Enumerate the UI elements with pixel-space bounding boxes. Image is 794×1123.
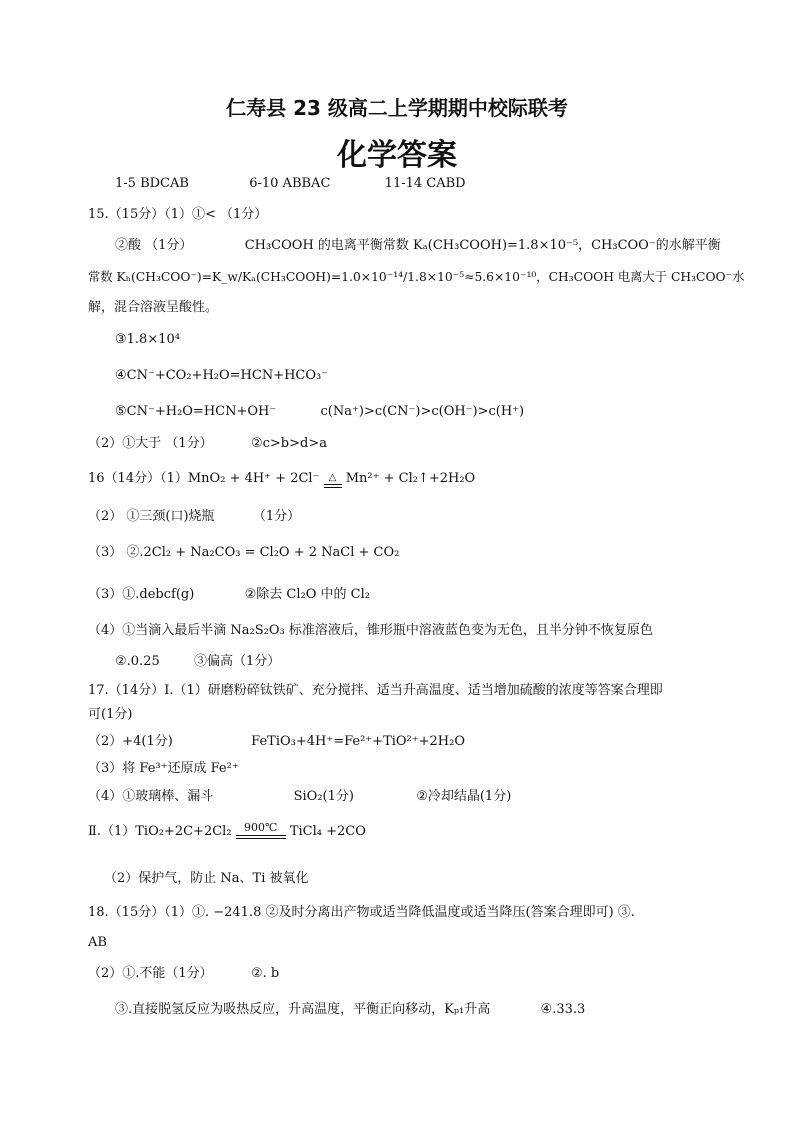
q17-chlorination-products: TiCl₄ +2CO: [289, 824, 366, 839]
q16-line-3: （3） ②.2Cl₂ + Na₂CO₃ = Cl₂O + 2 NaCl + CO₂: [88, 545, 400, 560]
q16-bias: ③偏高（1分）: [194, 654, 281, 669]
q17-line-1: 17.（14分）Ⅰ.（1）研磨粉碎钛铁矿、充分搅拌、适当升高温度、适当增加硫酸的浓度等答案合理即: [88, 683, 663, 698]
q16-order: （3）①.debcf(g): [88, 587, 195, 602]
q15-ka-text: CH₃COOH 的电离平衡常数 Kₐ(CH₃COOH)=1.8×10⁻⁵，CH₃COO⁻的水解平衡: [244, 238, 721, 253]
heat-symbol: △: [328, 472, 337, 483]
q15-line-4: 解，混合溶液呈酸性。: [88, 300, 219, 315]
q15-concentration-order: c(Na⁺)>c(CN⁻)>c(OH⁻)>c(H⁺): [320, 404, 525, 419]
q17-line-3: [88, 733, 465, 751]
q15-line-3: 常数 Kₕ(CH₃COO⁻)=K_w/Kₐ(CH₃COOH)=1.0×10⁻¹⁴/1.8×10⁻⁵≈5.6×10⁻¹⁰，CH₃COOH 电离大于 CH₃COO⁻水: [88, 270, 745, 284]
q17-line-4: （3）将 Fe³⁺还原成 Fe²⁺: [88, 761, 239, 776]
q16-reactants: 16（14分）（1）MnO₂ + 4H⁺ + 2Cl⁻: [88, 471, 320, 486]
q18-line-4: [115, 1001, 585, 1019]
q15-acid: ②酸 （1分）: [115, 238, 193, 253]
q17-line-2: 可(1分): [88, 707, 133, 722]
heat-equals-sign: [324, 473, 342, 488]
q16-line-1: [88, 470, 475, 488]
q16-value: ②.0.25: [115, 654, 160, 669]
q15-part2-2: ②c>b>d>a: [250, 436, 327, 451]
q15-line-2: [115, 237, 721, 255]
q18-explanation: ③.直接脱氢反应为吸热反应，升高温度，平衡正向移动，Kₚ₁升高: [115, 1002, 491, 1017]
q15-line-7: [115, 403, 524, 421]
q17-residue: SiO₂(1分): [293, 789, 354, 804]
q16-products: Mn²⁺ + Cl₂↑+2H₂O: [345, 471, 476, 486]
q17-line-5: [88, 788, 511, 806]
exam-title: 仁寿县 23 级高二上学期期中校际联考: [226, 96, 568, 120]
mc-group-2: 6-10 ABBAC: [249, 176, 331, 191]
q17-valence: （2）+4(1分): [88, 734, 173, 749]
q16-flask-score: （1分）: [252, 509, 301, 524]
double-line: [324, 484, 342, 488]
q18-value: ④.33.3: [540, 1002, 586, 1017]
temp-equals-sign: [236, 822, 286, 839]
q16-line-2: [88, 508, 300, 526]
mc-group-1: 1-5 BDCAB: [115, 176, 189, 191]
double-line: [236, 835, 286, 839]
q17-equation: FeTiO₃+4H⁺=Fe²⁺+TiO²⁺+2H₂O: [251, 734, 465, 749]
q16-line-4: [88, 586, 370, 604]
q17-line-7: （2）保护气，防止 Na、Ti 被氧化: [104, 871, 309, 886]
q15-line-8: [88, 435, 327, 453]
q15-line-5: ③1.8×10⁴: [115, 332, 180, 347]
q16-flask: （2） ①三颈(口)烧瓶: [88, 509, 215, 524]
q15-part2-1: （2）①大于 （1分）: [88, 436, 213, 451]
q18-line-3: [88, 965, 279, 983]
answer-subtitle: 化学答案: [337, 138, 457, 173]
q17-instruments: （4）①玻璃棒、漏斗: [88, 789, 214, 804]
q18-b: ②. b: [250, 966, 280, 981]
q17-line-6: [88, 822, 366, 841]
q17-chlorination-reactants: Ⅱ.（1）TiO₂+2C+2Cl₂: [88, 824, 232, 839]
q15-hydrolysis: ⑤CN⁻+H₂O=HCN+OH⁻: [115, 404, 277, 419]
q16-purpose: ②除去 Cl₂O 中的 Cl₂: [244, 587, 370, 602]
q16-line-6: [115, 653, 280, 671]
q16-line-5: （4）①当滴入最后半滴 Na₂S₂O₃ 标准溶液后，锥形瓶中溶液蓝色变为无色，且半分钟不恢复原色: [88, 623, 653, 638]
temperature-label: 900℃: [244, 821, 278, 834]
q18-line-2: AB: [88, 935, 107, 950]
q15-line-1: 15.（15分）（1）①< （1分）: [88, 207, 268, 222]
q18-line-1: 18.（15分）（1）①. −241.8 ②及时分离出产物或适当降低温度或适当降压(答案合理即可) ③.: [88, 905, 635, 920]
q15-line-6: ④CN⁻+CO₂+H₂O=HCN+HCO₃⁻: [115, 368, 329, 383]
q18-cannot: （2）①.不能（1分）: [88, 966, 213, 981]
mc-group-3: 11-14 CABD: [384, 176, 466, 191]
mc-answers: [115, 175, 466, 193]
q17-crystallize: ②冷却结晶(1分): [416, 789, 512, 804]
